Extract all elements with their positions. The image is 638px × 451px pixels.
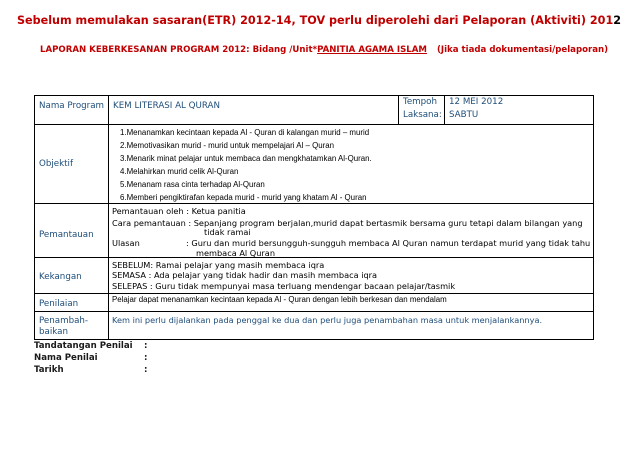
kekangan-line: SELEPAS : Guru tidak mempunyai masa terluang mendengar bacaan pelajar/tasmik [112, 281, 456, 291]
label-nama-program: Nama Program [39, 101, 105, 111]
label-penambahbaikan-cont: baikan [39, 327, 68, 337]
report-label: LAPORAN KEBERKESANAN PROGRAM 2012: Bidang /Unit* [40, 45, 318, 55]
signature-row [34, 353, 148, 363]
program-date: 12 MEI 2012 [449, 97, 504, 107]
pemantauan-cara: Cara pemantauan : Sepanjang program berjalan,murid dapat bertasmik bersama guru tetapi dalam bilangan yang [112, 218, 583, 228]
table-border [444, 95, 445, 125]
table-border [34, 95, 35, 340]
table-border [34, 95, 593, 96]
label-tempoh: Tempoh [403, 97, 437, 107]
pemantauan-ulasan: : Guru dan murid bersungguh-sungguh membaca Al Quran namun terdapat murid yang tidak tahu [186, 238, 591, 248]
penambahbaikan-text: Kem ini perlu dijalankan pada penggal ke dua dan perlu juga penambahan masa untuk menjalankannya. [112, 315, 543, 325]
label-penilaian: Penilaian [39, 299, 79, 309]
signature-row [34, 365, 148, 375]
report-subtitle [40, 45, 608, 55]
pemantauan-ulasan-label: Ulasan [112, 238, 140, 248]
signature-label: Nama Penilai [34, 353, 98, 363]
signature-colon: : [144, 341, 148, 351]
signature-label: Tarikh [34, 365, 64, 375]
signature-label: Tandatangan Penilai [34, 341, 133, 351]
title-year-suffix: 2 [613, 14, 622, 27]
table-border [398, 95, 399, 125]
label-laksana: Laksana: [403, 110, 442, 120]
objektif-item: 1.Menanamkan kecintaan kepada Al - Quran di kalangan murid – murid [120, 128, 370, 137]
table-border [34, 311, 593, 312]
signature-colon: : [144, 353, 148, 363]
label-penambahbaikan: Penambah- [39, 316, 89, 326]
objektif-item: 4.Melahirkan murid celik Al-Quran [120, 167, 239, 176]
table-border [34, 257, 593, 258]
label-objektif: Objektif [39, 159, 74, 169]
program-name: KEM LITERASI AL QURAN [113, 101, 220, 111]
report-unit: PANITIA AGAMA ISLAM [317, 45, 427, 55]
table-border [34, 203, 593, 204]
signature-row [34, 341, 148, 351]
pemantauan-ulasan-cont: membaca Al Quran [196, 248, 276, 258]
label-kekangan: Kekangan [39, 272, 82, 282]
program-day: SABTU [449, 110, 479, 120]
pemantauan-cara-cont: tidak ramai [204, 227, 251, 237]
table-border [34, 339, 593, 340]
penilaian-text: Pelajar dapat menanamkan kecintaan kepada Al - Quran dengan lebih berkesan dan mendalam [112, 295, 447, 304]
report-note: (Jika tiada dokumentasi/pelaporan) [436, 45, 609, 55]
kekangan-line: SEBELUM: Ramai pelajar yang masih membaca iqra [112, 260, 325, 270]
objektif-item: 2.Memotivasikan murid - murid untuk mempelajari Al – Quran [120, 141, 335, 150]
label-pemantauan: Pemantauan [39, 230, 94, 240]
table-border [108, 95, 109, 340]
pemantauan-oleh: Pemantauan oleh : Ketua panitia [112, 206, 246, 216]
table-border [593, 95, 594, 340]
page-title: Sebelum memulakan sasaran(ETR) 2012-14, TOV perlu diperolehi dari Pelaporan (Aktiviti) 2012 [16, 14, 622, 27]
signature-colon: : [144, 365, 148, 375]
objektif-item: 5.Menanam rasa cinta terhadap Al-Quran [120, 180, 265, 189]
kekangan-line: SEMASA : Ada pelajar yang tidak hadir dan masih membaca iqra [112, 270, 378, 280]
objektif-item: 3.Menarik minat pelajar untuk membaca dan mengkhatamkan Al-Quran. [120, 154, 372, 163]
table-border [34, 293, 593, 294]
objektif-item: 6.Memberi pengiktirafan kepada murid - murid yang khatam Al - Quran [120, 193, 367, 202]
table-border [34, 124, 593, 125]
